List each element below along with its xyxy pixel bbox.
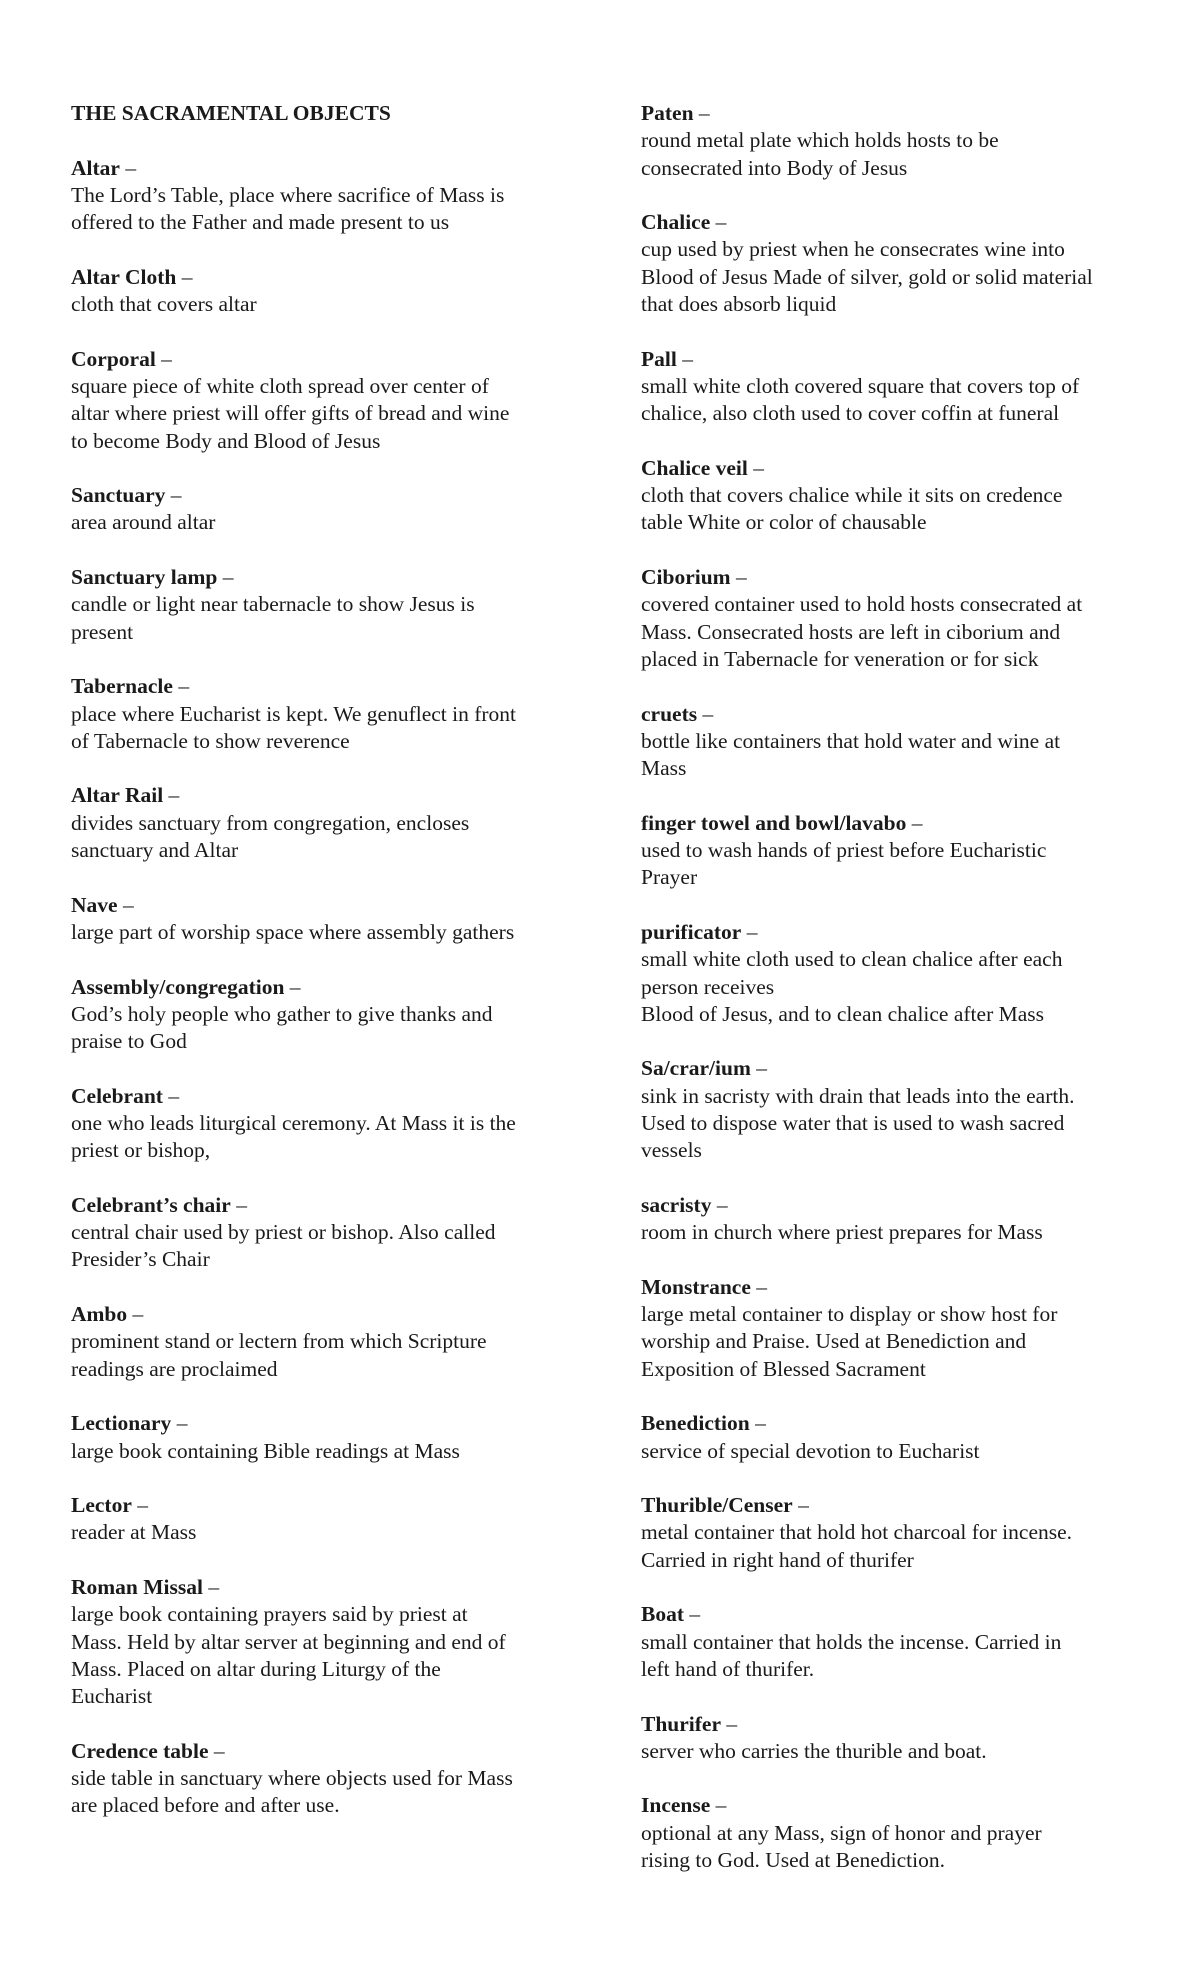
glossary-entry-tabernacle [71,673,581,755]
entry-definition-line: small white cloth covered square that covers top of [641,373,1080,398]
entry-definition-line: praise to God [71,1029,187,1054]
glossary-entry-sanctuary [71,482,581,537]
glossary-entry-cruets [641,701,1161,783]
glossary-entry-thurifer [641,1711,1161,1766]
entry-definition-line: room in church where priest prepares for Mass [641,1220,1043,1245]
entry-heading [71,673,581,700]
entry-term: Chalice [641,210,711,235]
glossary-entry-thurible-censer [641,1492,1161,1574]
entry-heading [71,155,581,182]
entry-definition-line: Presider’s Chair [71,1247,210,1272]
glossary-entry-corporal [71,346,581,455]
entry-definition-line: offered to the Father and made present to us [71,210,450,235]
entry-heading [641,100,1161,127]
entry-definition-line: Eucharist [71,1684,153,1709]
entry-dash: – [747,455,765,480]
entry-definition-line: divides sanctuary from congregation, encloses [71,810,470,835]
entry-term: finger towel and bowl/lavabo [641,810,907,835]
entry-term: Chalice veil [641,455,748,480]
entry-heading [71,1301,581,1328]
glossary-entry-purificator [641,919,1161,1028]
glossary-entry-ciborium [641,564,1161,673]
entry-term: Pall [641,346,677,371]
glossary-entry-celebrant [71,1083,581,1165]
glossary-entry-boat [641,1601,1161,1683]
entry-heading [71,1738,581,1765]
entry-definition-line: large book containing prayers said by priest at [71,1602,468,1627]
glossary-entry-altar-cloth [71,264,581,319]
entry-heading [641,810,1161,837]
entry-dash: – [127,1302,144,1327]
entry-heading [71,1492,581,1519]
entry-dash: – [203,1575,220,1600]
entry-definition-line: consecrated into Body of Jesus [641,155,908,180]
entry-heading [641,1792,1161,1819]
entry-definition-line: sanctuary and Altar [71,838,239,863]
glossary-entry-chalice-veil [641,455,1161,537]
entry-definition-line: priest or bishop, [71,1138,211,1163]
entry-definition-line: round metal plate which holds hosts to be [641,128,999,153]
entry-dash: – [162,1083,180,1108]
entry-definition-line: of Tabernacle to show reverence [71,728,350,753]
entry-definition-line: person receives [641,974,775,999]
entry-definition-line: Mass. Placed on altar during Liturgy of the [71,1656,441,1681]
entry-definition-line: square piece of white cloth spread over center of [71,373,489,398]
entry-definition-line: reader at Mass [71,1520,197,1545]
entry-dash: – [741,919,758,944]
entry-definition-line: prominent stand or lectern from which Scripture [71,1329,487,1354]
entry-term: Assembly/congregation [71,974,285,999]
entry-term: Paten [641,101,694,125]
entry-dash: – [749,1411,766,1436]
entry-definition-line: left hand of thurifer. [641,1656,815,1681]
entry-heading [71,564,581,591]
entry-term: Benediction [641,1411,750,1436]
glossary-entry-benediction [641,1410,1161,1465]
entry-dash: – [721,1711,738,1736]
entry-definition-line: bottle like containers that hold water and wine at [641,728,1061,753]
entry-heading [641,1410,1161,1437]
glossary-entry-sa-crar-ium [641,1055,1161,1164]
entry-dash: – [710,1793,727,1818]
glossary-entry-sacristy [641,1192,1161,1247]
glossary-entry-celebrant-s-chair [71,1192,581,1274]
entry-heading [71,1410,581,1437]
entry-term: Sa/crar/ium [641,1056,751,1081]
entry-definition-line: optional at any Mass, sign of honor and prayer [641,1820,1042,1845]
entry-heading [71,782,581,809]
entry-heading [641,564,1161,591]
entry-definition-line: side table in sanctuary where objects used for Mass [71,1766,513,1791]
entry-term: Tabernacle [71,674,173,699]
entry-term: Sanctuary [71,483,166,508]
entry-dash: – [172,674,190,699]
entry-definition-line: present [71,619,134,644]
entry-term: Altar Rail [71,783,164,808]
entry-heading [71,1192,581,1219]
entry-heading [71,1083,581,1110]
entry-term: Roman Missal [71,1575,203,1600]
glossary-entry-chalice [641,209,1161,318]
entry-dash: – [165,483,182,508]
entry-heading [641,919,1161,946]
entry-term: Monstrance [641,1274,751,1299]
glossary-entry-credence-table [71,1738,581,1820]
entry-heading [641,209,1161,236]
entry-dash: – [730,565,747,590]
entry-definition-line: Mass. Held by altar server at beginning and end of [71,1629,506,1654]
entry-definition-line: altar where priest will offer gifts of bread and wine [71,401,510,426]
entry-dash: – [792,1493,809,1518]
entry-term: Corporal [71,346,156,371]
entry-dash: – [284,974,301,999]
entry-definition-line: vessels [641,1138,702,1163]
entry-definition-line: large part of worship space where assembly gathers [71,919,515,944]
entry-term: Boat [641,1602,684,1627]
glossary-entry-incense [641,1792,1161,1874]
glossary-entry-pall [641,346,1161,428]
left-column [71,100,581,1847]
entry-heading [641,455,1161,482]
glossary-entry-paten [641,100,1161,182]
entry-heading [71,482,581,509]
entry-definition-line: covered container used to hold hosts consecrated at [641,592,1083,617]
entry-definition-line: to become Body and Blood of Jesus [71,428,381,453]
entry-dash: – [176,264,193,289]
entry-term: purificator [641,919,742,944]
entry-term: Thurible/Censer [641,1493,793,1518]
glossary-entry-altar [71,155,581,237]
entry-definition-line: metal container that hold hot charcoal for incense. [641,1520,1073,1545]
entry-definition-line: readings are proclaimed [71,1356,278,1381]
entry-heading [641,1711,1161,1738]
entry-heading [71,892,581,919]
glossary-entry-lectionary [71,1410,581,1465]
entry-heading [641,1492,1161,1519]
entry-definition-line: place where Eucharist is kept. We genuflect in front [71,701,517,726]
entry-dash: – [163,783,180,808]
glossary-entry-lector [71,1492,581,1547]
entry-definition-line: one who leads liturgical ceremony. At Mass it is the [71,1110,516,1135]
entry-definition-line: chalice, also cloth used to cover coffin at funeral [641,401,1060,426]
entry-term: Lectionary [71,1411,172,1436]
entry-dash: – [693,101,710,125]
entry-definition-line: small container that holds the incense. Carried in [641,1629,1062,1654]
entry-dash: – [208,1738,225,1763]
entry-definition-line: candle or light near tabernacle to show Jesus is [71,592,475,617]
entry-definition-line: Blood of Jesus, and to clean chalice after Mass [641,1001,1044,1026]
glossary-entry-ambo [71,1301,581,1383]
entry-definition-line: used to wash hands of priest before Eucharistic [641,838,1047,863]
entry-definition-line: server who carries the thurible and boat. [641,1738,987,1763]
entry-definition-line: table White or color of chausable [641,510,927,535]
entry-definition-line: central chair used by priest or bishop. Also called [71,1220,496,1245]
entry-term: Altar [71,155,120,180]
entry-dash: – [750,1056,767,1081]
entry-heading [71,346,581,373]
entry-heading [641,1274,1161,1301]
entry-term: Ambo [71,1302,128,1327]
entry-definition-line: small white cloth used to clean chalice after each [641,947,1063,972]
entry-heading [71,264,581,291]
entry-definition-line: large book containing Bible readings at Mass [71,1438,460,1463]
entry-definition-line: Mass. Consecrated hosts are left in ciborium and [641,619,1061,644]
entry-heading [641,346,1161,373]
glossary-entry-assembly-congregation [71,974,581,1056]
entry-term: Lector [71,1493,132,1518]
entry-dash: – [750,1274,767,1299]
glossary-entry-altar-rail [71,782,581,864]
entry-dash: – [684,1602,701,1627]
entry-dash: – [697,701,714,726]
entry-dash: – [217,565,234,590]
entry-term: Ciborium [641,565,731,590]
entry-term: Credence table [71,1738,209,1763]
entry-definition-line: rising to God. Used at Benediction. [641,1848,945,1872]
glossary-entry-sanctuary-lamp [71,564,581,646]
right-column [641,100,1161,1902]
entry-definition-line: cloth that covers chalice while it sits on credence [641,483,1063,508]
entry-definition-line: God’s holy people who gather to give thanks and [71,1001,493,1026]
entry-dash: – [676,346,693,371]
entry-term: sacristy [641,1192,712,1217]
entry-definition-line: area around altar [71,510,216,535]
entry-dash: – [155,346,172,371]
entry-term: Altar Cloth [71,264,177,289]
entry-definition-line: cup used by priest when he consecrates wine into [641,237,1065,262]
entry-definition-line: are placed before and after use. [71,1793,340,1818]
entry-dash: – [131,1493,149,1518]
entry-definition-line: Mass [641,756,687,781]
entry-dash: – [117,892,134,917]
entry-term: Incense [641,1793,711,1818]
entry-heading [71,1574,581,1601]
entry-term: Sanctuary lamp [71,565,218,590]
entry-term: Celebrant’s chair [71,1192,231,1217]
entry-term: cruets [641,701,698,726]
document-title: THE SACRAMENTAL OBJECTS [71,101,391,125]
glossary-entry-roman-missal [71,1574,581,1710]
entry-dash: – [230,1192,247,1217]
entry-definition-line: The Lord’s Table, place where sacrifice of Mass is [71,182,505,207]
entry-term: Celebrant [71,1083,163,1108]
entry-definition-line: Prayer [641,865,698,890]
entry-heading [641,701,1161,728]
entry-term: Thurifer [641,1711,722,1736]
entry-definition-line: service of special devotion to Eucharist [641,1438,980,1463]
glossary-entry-finger-towel-and-bowl-lavabo [641,810,1161,892]
glossary-entry-monstrance [641,1274,1161,1383]
entry-definition-line: worship and Praise. Used at Benediction and [641,1329,1027,1354]
entry-definition-line: that does absorb liquid [641,292,837,317]
entry-dash: – [906,810,923,835]
entry-dash: – [710,210,727,235]
entry-dash: – [171,1411,188,1436]
entry-dash: – [711,1192,728,1217]
entry-term: Nave [71,892,118,917]
entry-definition-line: placed in Tabernacle for veneration or for sick [641,646,1039,671]
entry-dash: – [119,155,137,180]
entry-heading [641,1055,1161,1082]
entry-definition-line: Blood of Jesus Made of silver, gold or solid material [641,264,1093,289]
entry-definition-line: Carried in right hand of thurifer [641,1547,914,1572]
glossary-entry-nave [71,892,581,947]
entry-definition-line: Exposition of Blessed Sacrament [641,1356,926,1381]
entry-heading [641,1192,1161,1219]
entry-heading [641,1601,1161,1628]
entry-definition-line: cloth that covers altar [71,292,257,317]
entry-definition-line: large metal container to display or show host for [641,1302,1058,1327]
entry-heading [71,974,581,1001]
entry-definition-line: Used to dispose water that is used to wash sacred [641,1110,1065,1135]
entry-definition-line: sink in sacristy with drain that leads into the earth. [641,1083,1075,1108]
